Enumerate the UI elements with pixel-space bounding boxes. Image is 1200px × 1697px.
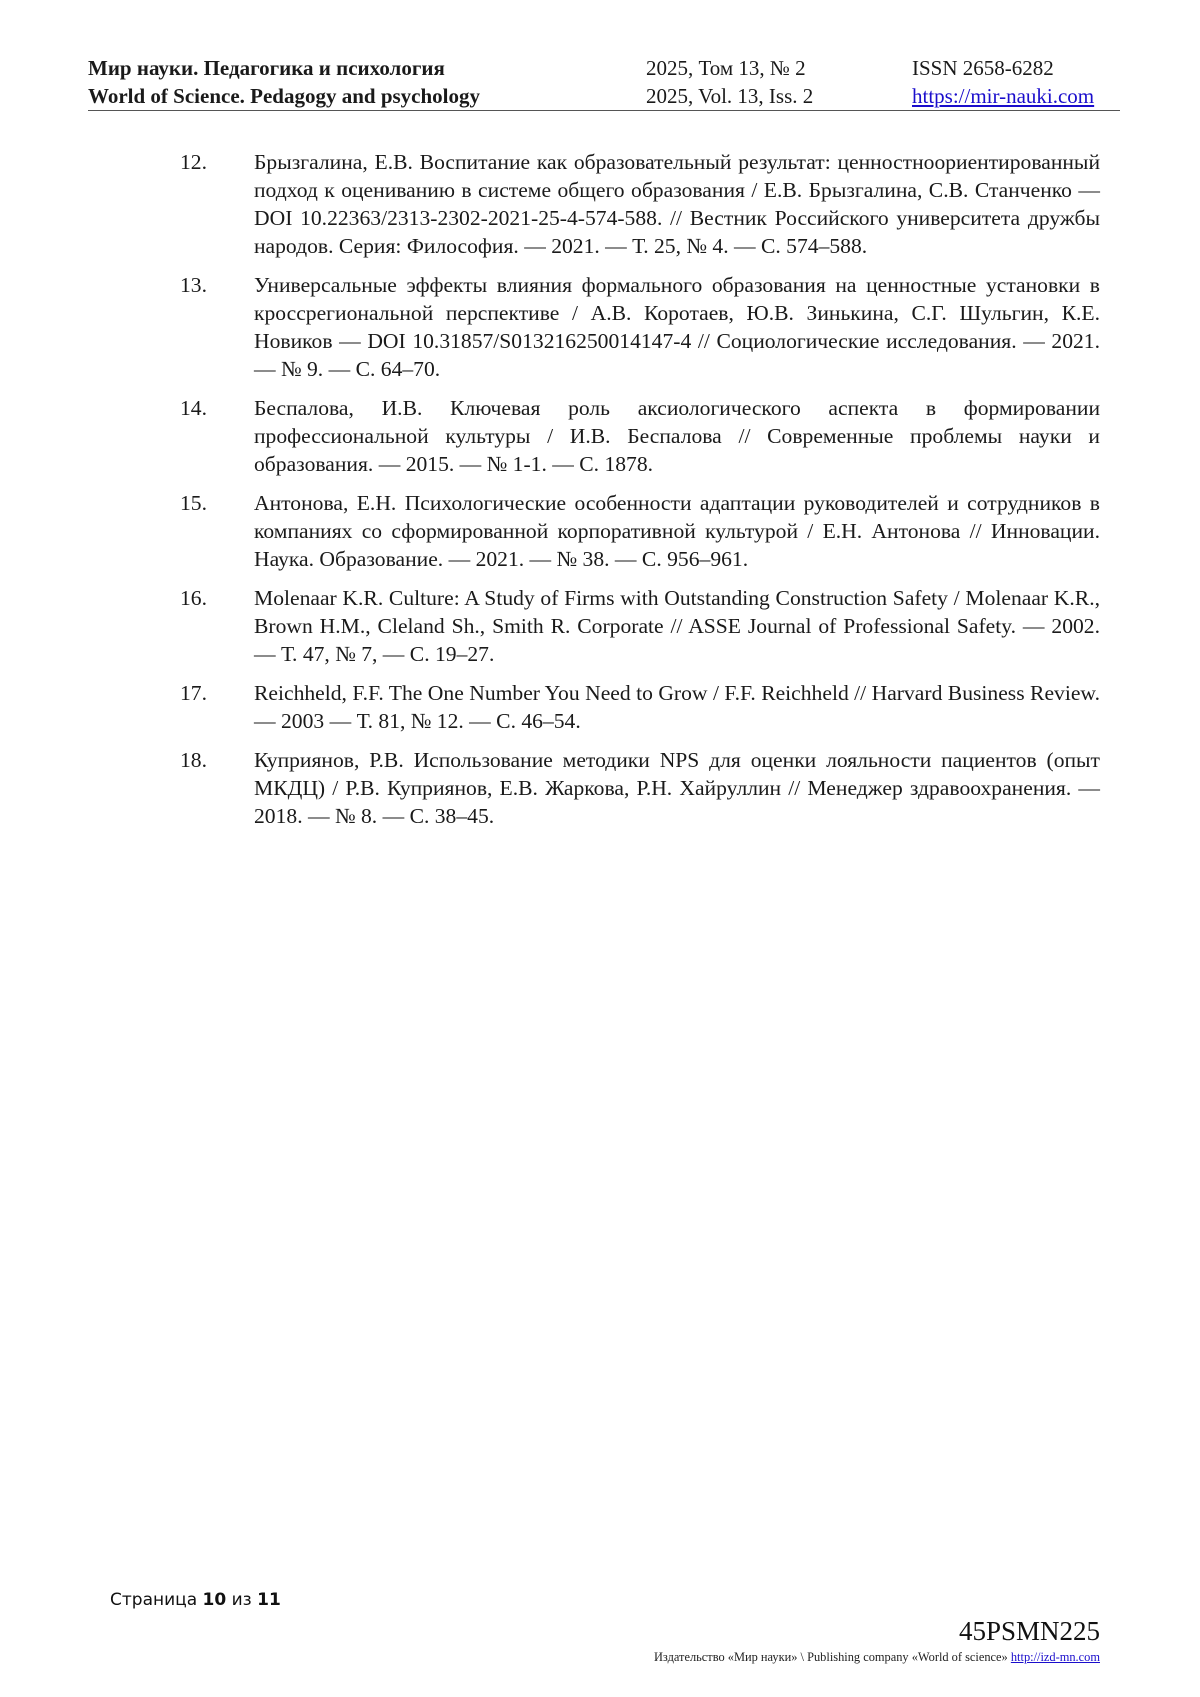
reference-text: Универсальные эффекты влияния формального образования на ценностные установки в кроссрегиональной перспективе / А.В. Коротаев, Ю.В. Зинькина, С.Г. Шульгин, К.Е. Новиков — DOI 10.31857/S013216250014147-4 // Социологические исследования. — 2021. — № 9. — С. 64–70. [254,273,1100,381]
reference-number: 18. [180,748,207,772]
reference-number: 17. [180,681,207,705]
issue-info-en: 2025, Vol. 13, Iss. 2 [646,84,814,108]
issue-info-ru: 2025, Том 13, № 2 [646,56,806,80]
journal-title-en: World of Science. Pedagogy and psychology [88,84,481,108]
reference-text: Брызгалина, Е.В. Воспитание как образовательный результат: ценностноориентированный подход к оцениванию в системе общего образования / Е.В. Брызгалина, С.В. Станченко — DOI 10.22363/2313-2302-2021-25-4-574-588. // Вестник Российского университета дружбы народов. Серия: Философия. — 2021. — Т. 25, № 4. — С. 574–588. [254,150,1100,258]
journal-site-link[interactable]: https://mir-nauki.com [912,84,1095,108]
page-label: Страница [110,1590,198,1610]
reference-item [180,679,1100,735]
reference-item [180,148,1100,260]
reference-number: 15. [180,491,207,515]
reference-text: Molenaar K.R. Culture: A Study of Firms with Outstanding Construction Safety / Molenaar K.R., Brown H.M., Cleland Sh., Smith R. Corporate // ASSE Journal of Professional Safety. — 2002. — Т. 47, № 7, — С. 19–27. [254,586,1100,666]
page-current: 10 [202,1590,227,1610]
reference-number: 13. [180,273,207,297]
journal-title-ru: Мир науки. Педагогика и психология [88,56,445,80]
publisher-link[interactable]: http://izd-mn.com [1010,1650,1100,1664]
reference-number: 16. [180,586,207,610]
reference-item [180,394,1100,478]
reference-number: 14. [180,396,207,420]
page-of: из [231,1590,252,1610]
reference-list [180,148,1100,841]
reference-text: Антонова, Е.Н. Психологические особенности адаптации руководителей и сотрудников в компаниях со сформированной корпоративной культурой / Е.Н. Антонова // Инновации. Наука. Образование. — 2021. — № 38. — С. 956–961. [254,491,1100,571]
reference-item [180,271,1100,383]
issn-number: ISSN 2658-6282 [912,56,1054,80]
reference-item [180,584,1100,668]
issue-info [646,54,813,110]
reference-text: Reichheld, F.F. The One Number You Need to Grow / F.F. Reichheld // Harvard Business Review. — 2003 — Т. 81, № 12. — С. 46–54. [254,681,1100,733]
page-counter [110,1590,281,1610]
publisher-line [654,1650,1100,1665]
issn-block [912,54,1094,110]
reference-text: Куприянов, Р.В. Использование методики NPS для оценки лояльности пациентов (опыт МКДЦ) / Р.В. Куприянов, Е.В. Жаркова, Р.Н. Хайруллин // Менеджер здравоохранения. — 2018. — № 8. — С. 38–45. [254,748,1100,828]
publisher-text: Издательство «Мир науки» \ Publishing company «World of science» [653,1650,1008,1664]
reference-item [180,746,1100,830]
journal-title [88,54,480,110]
article-code: 45PSMN225 [958,1616,1100,1646]
reference-number: 12. [180,150,207,174]
reference-item [180,489,1100,573]
page-total: 11 [257,1590,281,1610]
page-header [88,54,1120,111]
reference-text: Беспалова, И.В. Ключевая роль аксиологического аспекта в формировании профессиональной культуры / И.В. Беспалова // Современные проблемы науки и образования. — 2015. — № 1-1. — С. 1878. [254,396,1100,476]
